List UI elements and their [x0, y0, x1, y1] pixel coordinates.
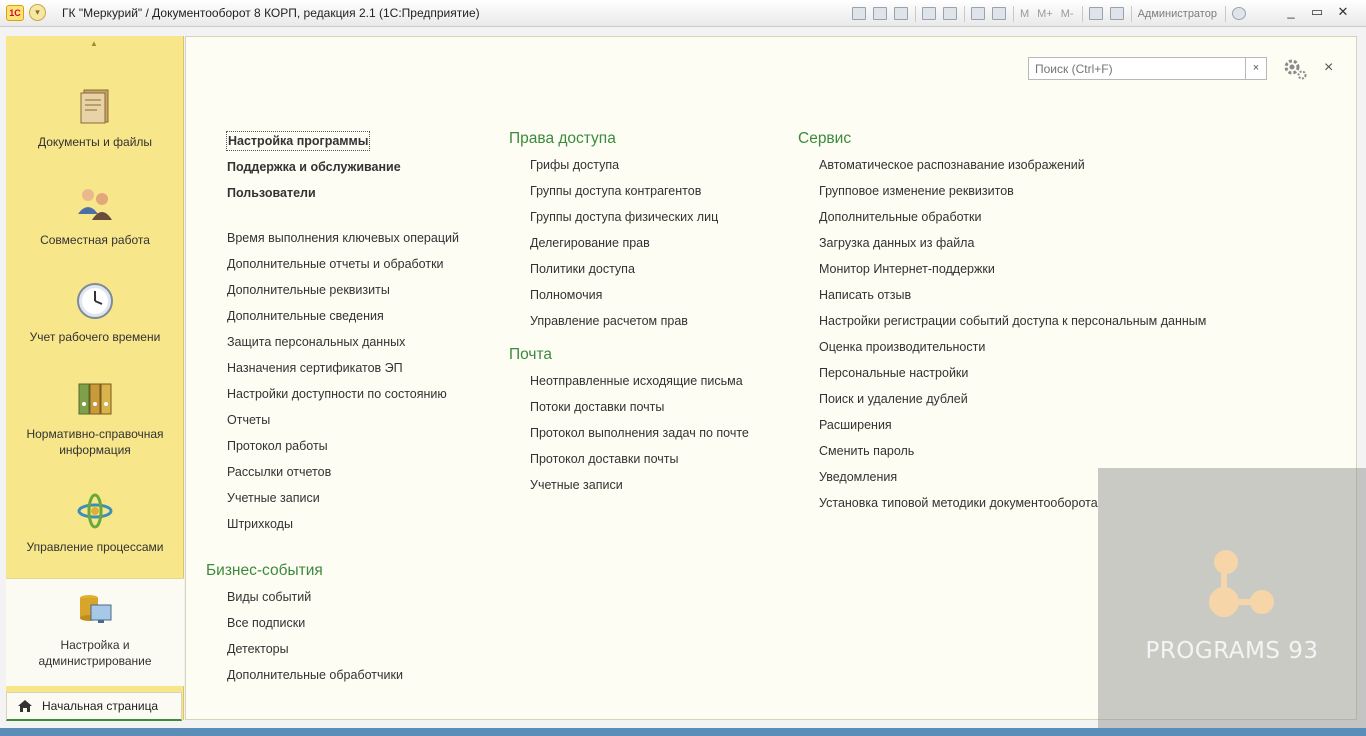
link-mail-delivery-log[interactable]: Протокол доставки почты [530, 452, 679, 466]
memory-plus-button[interactable]: M+ [1037, 7, 1053, 20]
search-clear-button[interactable]: × [1246, 57, 1267, 80]
column-access-rights [509, 126, 749, 498]
home-icon [17, 699, 33, 713]
admin-icon [75, 589, 115, 629]
link-access-labels[interactable]: Грифы доступа [530, 158, 620, 172]
watermark-logo [1098, 468, 1366, 736]
section-label: Нормативно-справочная информация [26, 427, 164, 457]
window-controls [1278, 4, 1356, 20]
link-image-recognition[interactable]: Автоматическое распознавание изображений [819, 158, 1085, 172]
watermark-text: PROGRAMS 93 [1145, 638, 1319, 664]
link-support[interactable]: Поддержка и обслуживание [227, 160, 401, 174]
link-icon[interactable] [943, 7, 957, 20]
window-title: ГК "Меркурий" / Документооборот 8 КОРП, редакция 2.1 (1С:Предприятие) [62, 6, 480, 20]
link-data-import[interactable]: Загрузка данных из файла [819, 236, 975, 250]
link-work-log[interactable]: Протокол работы [227, 439, 328, 453]
main-menu-icon[interactable]: ▾ [29, 4, 46, 21]
info-icon[interactable] [1232, 7, 1246, 20]
link-internet-support-monitor[interactable]: Монитор Интернет-поддержки [819, 262, 995, 276]
link-all-subscriptions[interactable]: Все подписки [227, 616, 306, 630]
section-collaboration[interactable] [6, 184, 184, 248]
search-input[interactable] [1028, 57, 1246, 80]
section-title-service: Сервис [798, 130, 852, 147]
link-performance-evaluation[interactable]: Оценка производительности [819, 340, 986, 354]
gear-icon[interactable] [1282, 57, 1308, 81]
link-personal-settings[interactable]: Персональные настройки [819, 366, 969, 380]
section-process-management[interactable] [6, 491, 184, 555]
toolbar-divider [964, 6, 965, 22]
link-mail-delivery-streams[interactable]: Потоки доставки почты [530, 400, 665, 414]
link-event-types[interactable]: Виды событий [227, 590, 312, 604]
column-general [227, 128, 459, 537]
link-reports[interactable]: Отчеты [227, 413, 271, 427]
memory-button[interactable]: M [1020, 7, 1030, 20]
link-duplicates-search[interactable]: Поиск и удаление дублей [819, 392, 968, 406]
column-service [798, 126, 1206, 516]
table-icon[interactable] [971, 7, 985, 20]
clock-icon [75, 281, 115, 321]
section-title-mail: Почта [509, 346, 553, 363]
calendar-icon[interactable] [992, 7, 1006, 20]
section-label: Документы и файлы [37, 135, 153, 149]
section-label: Настройка и администрирование [38, 638, 152, 668]
preview-icon[interactable] [894, 7, 908, 20]
upload-icon[interactable] [922, 7, 936, 20]
link-mail-accounts[interactable]: Учетные записи [530, 478, 623, 492]
minimize-button[interactable]: _ [1287, 4, 1295, 19]
section-label: Управление процессами [26, 540, 164, 554]
os-taskbar [0, 728, 1366, 736]
link-access-event-logging[interactable]: Настройки регистрации событий доступа к персональным данным [819, 314, 1207, 328]
section-label: Совместная работа [40, 233, 150, 247]
section-label: Учет рабочего времени [29, 330, 161, 344]
toolbar-divider [1013, 6, 1014, 22]
section-administration[interactable] [6, 578, 184, 686]
link-label: Настройка программы [228, 134, 369, 148]
link-unsent-mail[interactable]: Неотправленные исходящие письма [530, 374, 743, 388]
column-business-events [206, 558, 403, 688]
sections-panel [6, 36, 184, 720]
watermark [1098, 468, 1366, 736]
link-change-password[interactable]: Сменить пароль [819, 444, 915, 458]
link-program-settings[interactable] [227, 128, 459, 154]
maximize-button[interactable]: ▭ [1310, 4, 1324, 19]
link-notifications[interactable]: Уведомления [819, 470, 898, 484]
binders-icon [75, 378, 115, 418]
link-barcodes[interactable]: Штрихкоды [227, 517, 293, 531]
home-page-label: Начальная страница [42, 699, 159, 713]
link-certificate-assignments[interactable]: Назначения сертификатов ЭП [227, 361, 403, 375]
toolbar-divider [1131, 6, 1132, 22]
link-additional-handlers[interactable]: Дополнительные обработчики [227, 668, 403, 682]
close-window-button[interactable]: ✕ [1337, 4, 1349, 19]
memory-minus-button[interactable]: M- [1060, 7, 1074, 20]
section-title-access-rights: Права доступа [509, 130, 616, 147]
link-mail-tasks-log[interactable]: Протокол выполнения задач по почте [530, 426, 749, 440]
link-report-mailings[interactable]: Рассылки отчетов [227, 465, 332, 479]
link-users[interactable]: Пользователи [227, 186, 316, 200]
close-panel-icon[interactable]: × [1324, 59, 1334, 76]
link-install-methodology[interactable]: Установка типовой методики документооборота [819, 496, 1098, 510]
link-detectors[interactable]: Детекторы [227, 642, 289, 656]
link-bulk-attribute-edit[interactable]: Групповое изменение реквизитов [819, 184, 1014, 198]
home-page-tab[interactable] [6, 692, 182, 721]
link-access-policies[interactable]: Политики доступа [530, 262, 635, 276]
section-reference-info[interactable] [6, 378, 184, 458]
process-icon [75, 491, 115, 531]
zoom-icon[interactable] [1089, 7, 1103, 20]
app-logo[interactable]: 1С [6, 5, 24, 21]
toolbar-divider [1225, 6, 1226, 22]
title-toolbar [852, 5, 1253, 22]
link-key-operations-time[interactable]: Время выполнения ключевых операций [227, 231, 459, 245]
section-title-business-events: Бизнес-события [206, 562, 323, 579]
link-delegation[interactable]: Делегирование прав [530, 236, 650, 250]
spacer [227, 206, 459, 225]
people-icon [75, 184, 115, 224]
link-write-feedback[interactable]: Написать отзыв [819, 288, 912, 302]
print-icon[interactable] [873, 7, 887, 20]
section-work-time[interactable] [6, 281, 184, 345]
link-availability-settings[interactable]: Настройки доступности по состоянию [227, 387, 447, 401]
toolbar-divider [1082, 6, 1083, 22]
link-accounts[interactable]: Учетные записи [227, 491, 320, 505]
scroll-up-icon[interactable]: ▲ [90, 39, 98, 48]
link-counterparty-access-groups[interactable]: Группы доступа контрагентов [530, 184, 702, 198]
link-individuals-access-groups[interactable]: Группы доступа физических лиц [530, 210, 719, 224]
link-additional-info[interactable]: Дополнительные сведения [227, 309, 384, 323]
link-personal-data-protection[interactable]: Защита персональных данных [227, 335, 406, 349]
spacer [509, 334, 749, 342]
link-powers[interactable]: Полномочия [530, 288, 603, 302]
title-bar [0, 0, 1366, 27]
documents-icon [75, 86, 115, 126]
link-rights-calculation[interactable]: Управление расчетом прав [530, 314, 688, 328]
link-extensions[interactable]: Расширения [819, 418, 892, 432]
link-additional-reports[interactable]: Дополнительные отчеты и обработки [227, 257, 444, 271]
window-layout-icon[interactable] [1110, 7, 1124, 20]
link-additional-attributes[interactable]: Дополнительные реквизиты [227, 283, 390, 297]
save-icon[interactable] [852, 7, 866, 20]
current-user[interactable]: Администратор [1137, 7, 1217, 20]
section-documents[interactable] [6, 86, 184, 150]
toolbar-divider [915, 6, 916, 22]
link-additional-processing[interactable]: Дополнительные обработки [819, 210, 982, 224]
